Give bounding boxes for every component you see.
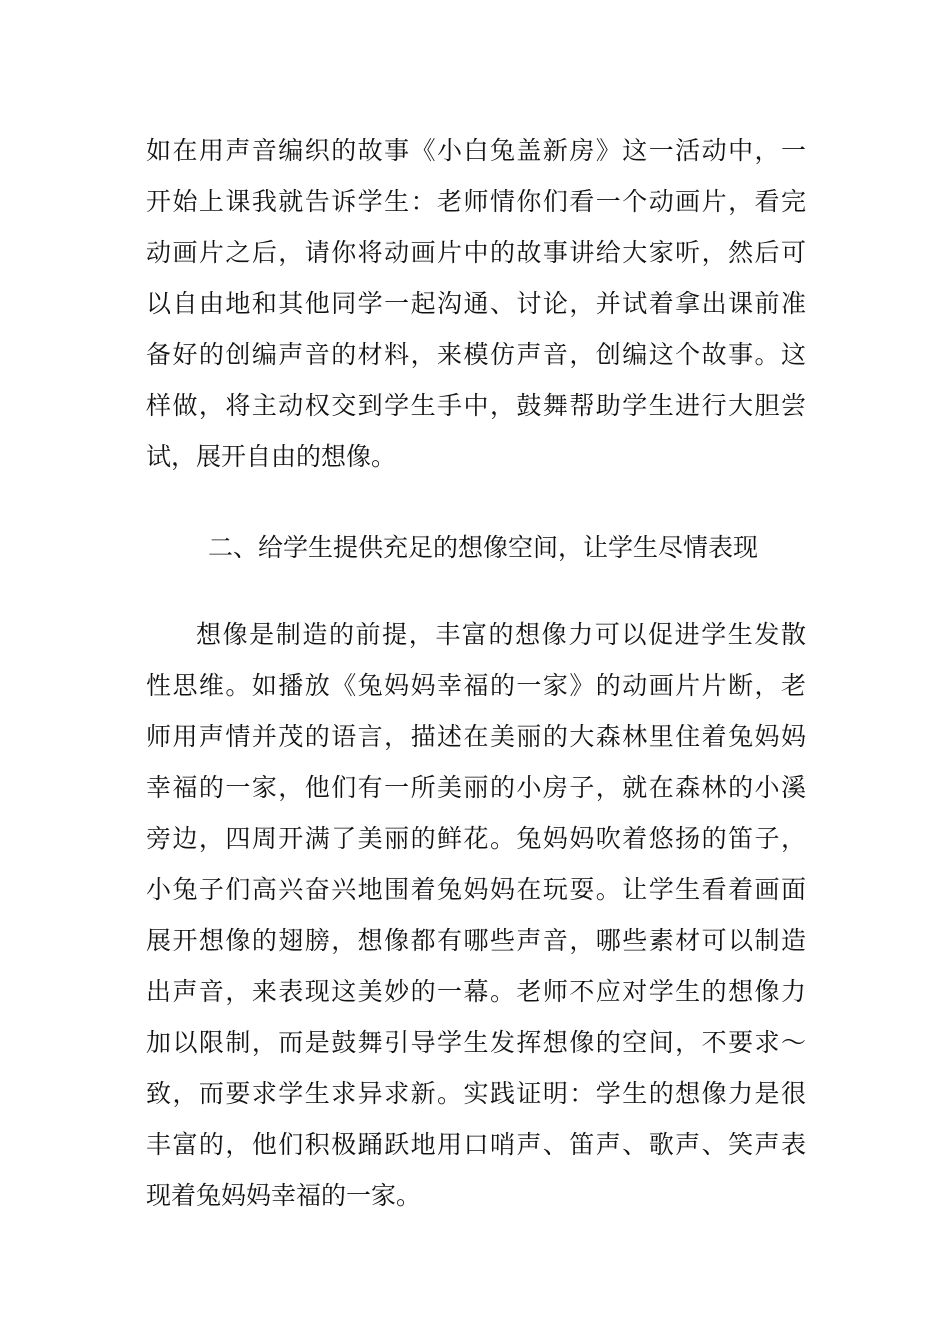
paragraph-line: 开始上课我就告诉学生：老师情你们看一个动画片，看完: [146, 187, 806, 216]
paragraph-line: 试，展开自由的想像。: [146, 442, 397, 471]
paragraph-line: 备好的创编声音的材料，来模仿声音，创编这个故事。这: [146, 340, 806, 369]
paragraph-line: 如在用声音编织的故事《小白兔盖新房》这一活动中，一: [146, 136, 806, 165]
paragraph-story-example: [146, 125, 806, 482]
paragraph-line: 出声音，来表现这美妙的一幕。老师不应对学生的想像力: [146, 977, 806, 1006]
paragraph-line: 加以限制，而是鼓舞引导学生发挥想像的空间，不要求～: [146, 1028, 806, 1057]
section-heading: 二、给学生提供充足的想像空间，让学生尽情表现: [208, 533, 759, 562]
paragraph-line: 样做，将主动权交到学生手中，鼓舞帮助学生进行大胆尝: [146, 391, 806, 420]
paragraph-line: 性思维。如播放《兔妈妈幸福的一家》的动画片片断，老: [146, 671, 806, 700]
paragraph-imagination: [146, 609, 806, 1221]
paragraph-line: 动画片之后，请你将动画片中的故事讲给大家听，然后可: [146, 238, 806, 267]
paragraph-line: 旁边，四周开满了美丽的鲜花。兔妈妈吹着悠扬的笛子，: [146, 824, 806, 853]
paragraph-line: 想像是制造的前提，丰富的想像力可以促进学生发散: [196, 620, 806, 649]
paragraph-line: 现着兔妈妈幸福的一家。: [146, 1181, 422, 1210]
paragraph-line: 小兔子们高兴奋兴地围着兔妈妈在玩耍。让学生看着画面: [146, 875, 806, 904]
paragraph-line: 师用声情并茂的语言，描述在美丽的大森林里住着兔妈妈: [146, 722, 806, 751]
paragraph-line: 丰富的，他们积极踊跃地用口哨声、笛声、歌声、笑声表: [146, 1130, 806, 1159]
paragraph-line: 展开想像的翅膀，想像都有哪些声音，哪些素材可以制造: [146, 926, 806, 955]
paragraph-line: 幸福的一家，他们有一所美丽的小房子，就在森林的小溪: [146, 773, 806, 802]
paragraph-line: 以自由地和其他同学一起沟通、讨论，并试着拿出课前准: [146, 289, 806, 318]
paragraph-line: 致，而要求学生求异求新。实践证明：学生的想像力是很: [146, 1079, 806, 1108]
